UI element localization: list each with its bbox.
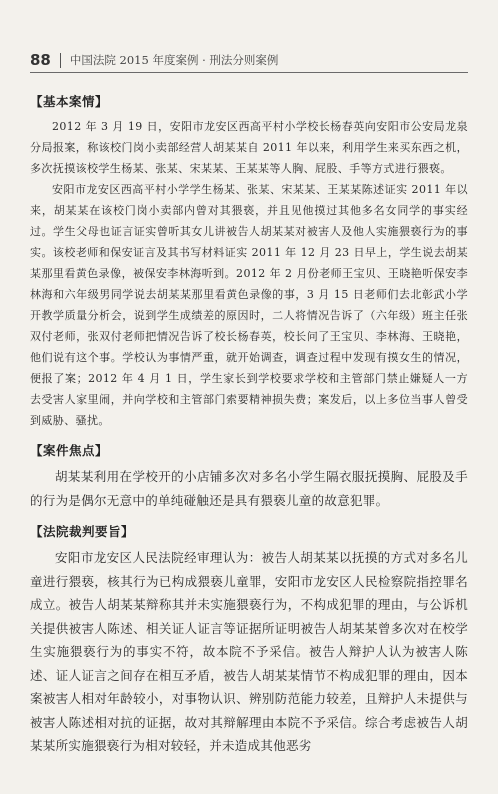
case-focus-paragraph: 胡某某利用在学校开的小店铺多次对多名小学生隔衣服抚摸胸、屁股及手的行为是偶尔无意中的单纯碰触还是具有猥亵儿童的故意犯罪。 bbox=[30, 469, 468, 508]
page-content bbox=[30, 92, 468, 758]
page-header bbox=[30, 40, 468, 73]
basic-facts-paragraph-1: 2012 年 3 月 19 日，安阳市龙安区西高平村小学校长杨春英向安阳市公安局龙泉分局报案，称该校门岗小卖部经营人胡某某自 2011 年以来，利用学生来买东西之机，多次抚摸该校学生杨某、张某、宋某某、王某某等人胸、屁股、手等方式进行猥亵。 bbox=[30, 120, 468, 175]
running-title: 中国法院 2015 年度案例 · 刑法分则案例 bbox=[69, 53, 279, 67]
basic-facts-paragraph-2: 安阳市龙安区西高平村小学学生杨某、张某、宋某某、王某某陈述证实 2011 年以来，胡某某在该校门岗小卖部内曾对其猥亵，并且见他摸过其他多名女同学的事实经过。学生父母也证言证实曾听其女儿讲被告人胡某某对被害人及他人实施猥亵行为的事实。该校老师和保安证言及其书写材料证实 2011 年 12 月 23 日早上，学生说去胡某某那里看黄色录像，被保安李林海听到。2012 年 2 月份老师王宝贝、王晓艳听保安李林海和六年级男同学说去胡某某那里看黄色录像的事，3 月 15 日老师们去北彰武小学开教学质量分析会，说到学生成绩差的原因时，二人将情况告诉了（六年级）班主任张双付老师，张双付老师把情况告诉了校长杨春英，校长问了王宝贝、李林海、王晓艳，他们说有这个事。学校认为事情严重，就开始调查，调查过程中发现有摸女生的情况，便报了案；2012 年 4 月 1 日，学生家长到学校要求学校和主管部门禁止嫌疑人一方去受害人家里闹，并向学校和主管部门索要精神损失费；案发后，以上多位当事人曾受到威胁、骚扰。 bbox=[30, 183, 468, 427]
heading-court-ruling: 【法院裁判要旨】 bbox=[30, 524, 135, 539]
heading-case-focus: 【案件焦点】 bbox=[30, 443, 109, 458]
heading-basic-facts: 【基本案情】 bbox=[30, 94, 109, 109]
court-ruling-paragraph: 安阳市龙安区人民法院经审理认为：被告人胡某某以抚摸的方式对多名儿童进行猥亵，核其行为已构成猥亵儿童罪，安阳市龙安区人民检察院指控罪名成立。被告人胡某某辩称其并未实施猥亵行为，不构成犯罪的理由，与公诉机关提供被害人陈述、相关证人证言等证据所证明被告人胡某某曾多次对在校学生实施猥亵行为的事实不符，故本院不予采信。被告人辩护人认为被害人陈述、证人证言之间存在相互矛盾，被告人胡某某情节不构成犯罪的理由，因本案被害人相对年龄较小，对事物认识、辨别防范能力较差，且辩护人未提供与被害人陈述相对抗的证据，故对其辩解理由本院不予采信。综合考虑被告人胡某某所实施猥亵行为相对较轻，并未造成其他恶劣 bbox=[30, 550, 468, 753]
page-number: 88 bbox=[30, 53, 61, 68]
